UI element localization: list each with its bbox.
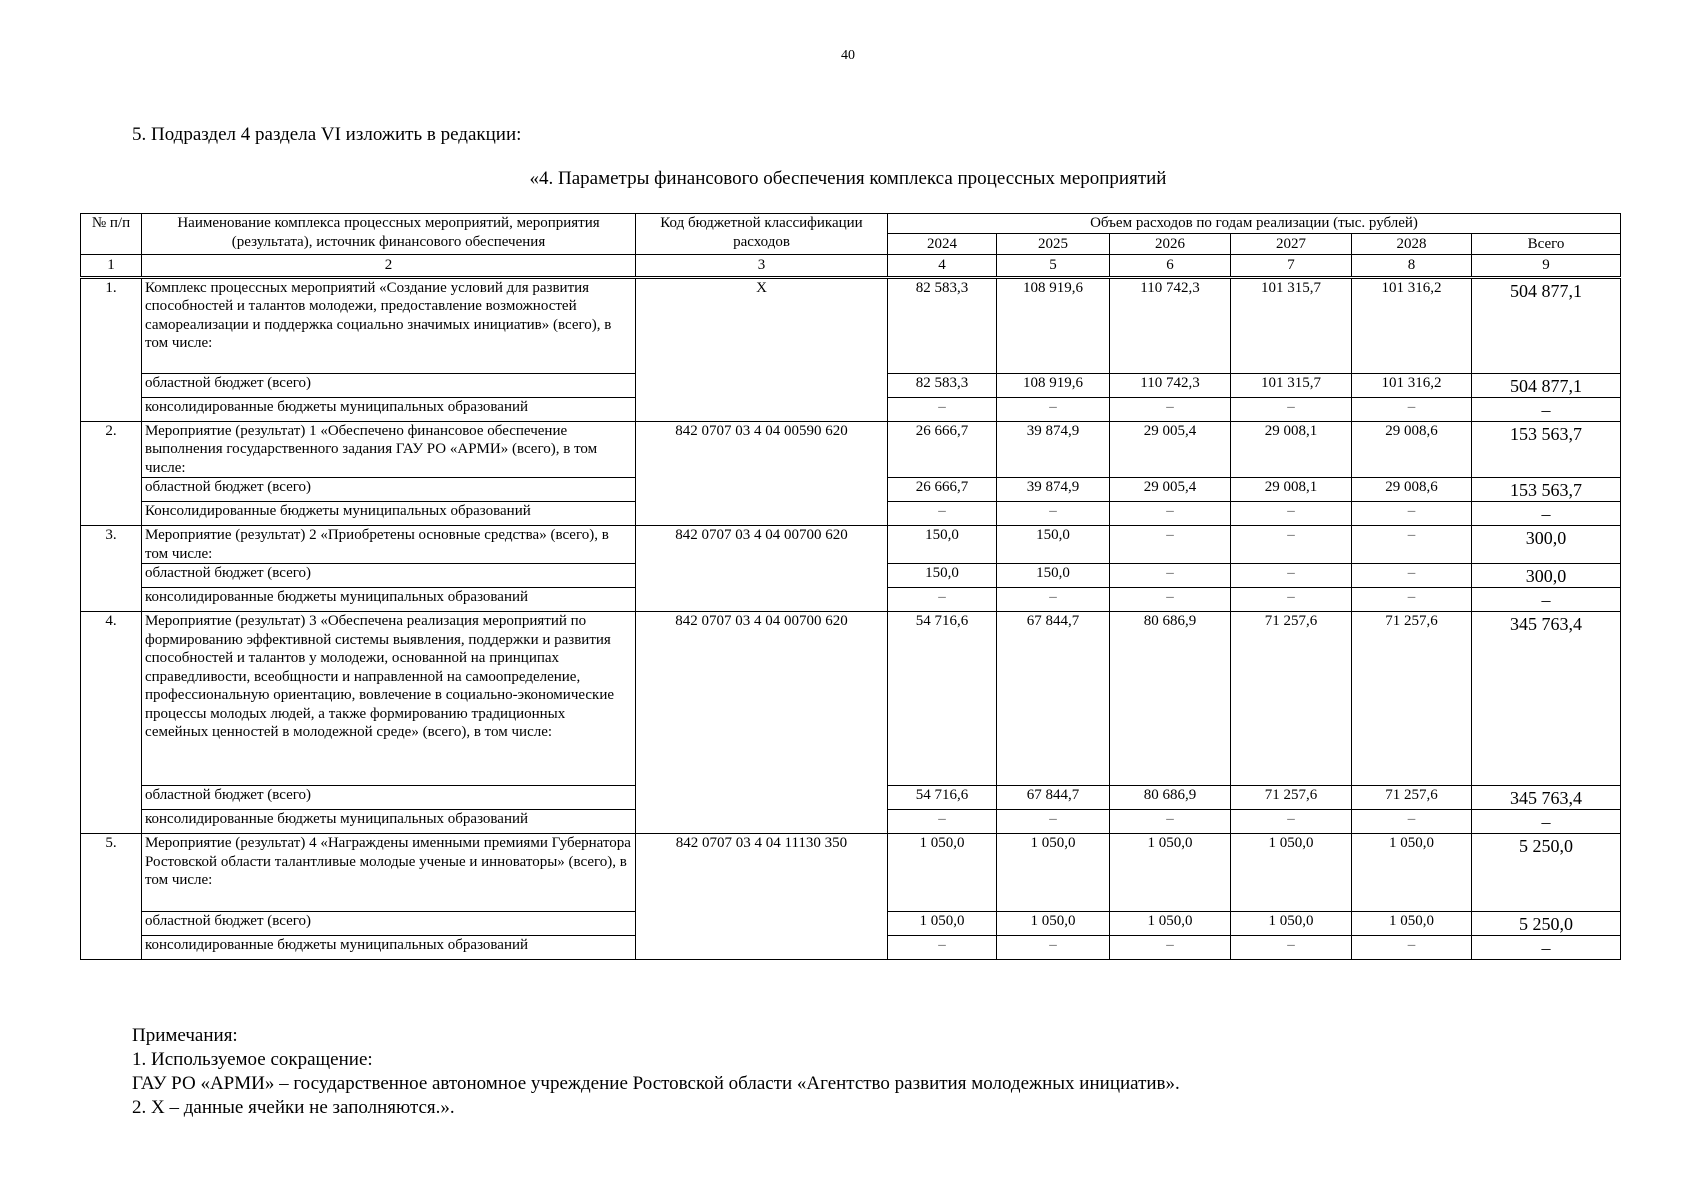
table-row — [81, 612, 1621, 786]
row-code: 842 0707 03 4 04 11130 350 — [636, 834, 888, 960]
value-cell: 101 316,2 — [1352, 277, 1472, 373]
total-cell: 153 563,7 — [1472, 421, 1621, 478]
value-cell: – — [1110, 564, 1231, 588]
value-cell: – — [1352, 397, 1472, 421]
total-cell: – — [1472, 397, 1621, 421]
value-cell: 80 686,9 — [1110, 786, 1231, 810]
value-cell: – — [888, 810, 997, 834]
header-year: 2025 — [997, 233, 1110, 255]
total-cell: 300,0 — [1472, 564, 1621, 588]
total-cell: 504 877,1 — [1472, 277, 1621, 373]
value-cell: 1 050,0 — [997, 834, 1110, 912]
total-cell: 345 763,4 — [1472, 612, 1621, 786]
value-cell: 67 844,7 — [997, 786, 1110, 810]
value-cell: – — [1352, 502, 1472, 526]
value-cell: 26 666,7 — [888, 421, 997, 478]
row-name: Консолидированные бюджеты муниципальных образований — [142, 502, 636, 526]
value-cell: 150,0 — [997, 564, 1110, 588]
value-cell: 29 005,4 — [1110, 478, 1231, 502]
value-cell: – — [1352, 936, 1472, 960]
notes-line: ГАУ РО «АРМИ» – государственное автономное учреждение Ростовской области «Агентство развития молодежных инициатив». — [132, 1073, 1180, 1094]
value-cell: 71 257,6 — [1352, 786, 1472, 810]
value-cell: 39 874,9 — [997, 421, 1110, 478]
value-cell: – — [1231, 526, 1352, 564]
header-year: 2027 — [1231, 233, 1352, 255]
row-name: областной бюджет (всего) — [142, 478, 636, 502]
value-cell: – — [1110, 936, 1231, 960]
header-index: 7 — [1231, 255, 1352, 278]
value-cell: – — [888, 397, 997, 421]
value-cell: 29 008,1 — [1231, 421, 1352, 478]
header-total: Всего — [1472, 233, 1621, 255]
row-code: 842 0707 03 4 04 00700 620 — [636, 526, 888, 612]
value-cell: 110 742,3 — [1110, 277, 1231, 373]
notes-line: 1. Используемое сокращение: — [132, 1049, 373, 1070]
row-number: 2. — [81, 421, 142, 526]
notes — [132, 1024, 1180, 1120]
value-cell: – — [1110, 526, 1231, 564]
row-name: консолидированные бюджеты муниципальных образований — [142, 936, 636, 960]
value-cell: 1 050,0 — [1231, 912, 1352, 936]
value-cell: 101 315,7 — [1231, 373, 1352, 397]
value-cell: 67 844,7 — [997, 612, 1110, 786]
value-cell: 1 050,0 — [1352, 912, 1472, 936]
value-cell: – — [1352, 588, 1472, 612]
value-cell: 54 716,6 — [888, 786, 997, 810]
row-name: Мероприятие (результат) 4 «Награждены именными премиями Губернатора Ростовской области талантливые молодые ученые и инноваторы» (всего), в том числе: — [142, 834, 636, 912]
total-cell: – — [1472, 936, 1621, 960]
header-index: 2 — [142, 255, 636, 278]
value-cell: – — [888, 502, 997, 526]
header-index: 4 — [888, 255, 997, 278]
page-number: 40 — [841, 48, 855, 63]
header-index: 5 — [997, 255, 1110, 278]
total-cell: 345 763,4 — [1472, 786, 1621, 810]
header-index: 9 — [1472, 255, 1621, 278]
value-cell: – — [997, 810, 1110, 834]
total-cell: 5 250,0 — [1472, 834, 1621, 912]
row-code: 842 0707 03 4 04 00700 620 — [636, 612, 888, 834]
notes-heading: Примечания: — [132, 1025, 238, 1046]
value-cell: – — [997, 397, 1110, 421]
value-cell: – — [1231, 397, 1352, 421]
row-code: X — [636, 277, 888, 421]
row-number: 4. — [81, 612, 142, 834]
value-cell: – — [888, 936, 997, 960]
header-num: № п/п — [81, 214, 142, 255]
value-cell: 1 050,0 — [997, 912, 1110, 936]
notes-line: 2. X – данные ячейки не заполняются.». — [132, 1097, 455, 1118]
header-volume: Объем расходов по годам реализации (тыс. рублей) — [888, 214, 1621, 234]
intro-paragraph: 5. Подраздел 4 раздела VI изложить в редакции: — [132, 124, 522, 145]
value-cell: 71 257,6 — [1231, 786, 1352, 810]
row-name: областной бюджет (всего) — [142, 912, 636, 936]
value-cell: 1 050,0 — [888, 912, 997, 936]
row-name: консолидированные бюджеты муниципальных образований — [142, 810, 636, 834]
value-cell: 29 008,1 — [1231, 478, 1352, 502]
value-cell: – — [997, 936, 1110, 960]
value-cell: – — [997, 502, 1110, 526]
value-cell: – — [1231, 588, 1352, 612]
value-cell: – — [1110, 502, 1231, 526]
row-name: областной бюджет (всего) — [142, 373, 636, 397]
value-cell: 101 316,2 — [1352, 373, 1472, 397]
value-cell: 110 742,3 — [1110, 373, 1231, 397]
row-number: 3. — [81, 526, 142, 612]
value-cell: 1 050,0 — [888, 834, 997, 912]
row-code: 842 0707 03 4 04 00590 620 — [636, 421, 888, 526]
total-cell: 504 877,1 — [1472, 373, 1621, 397]
table-body — [81, 277, 1621, 960]
total-cell: – — [1472, 588, 1621, 612]
row-number: 1. — [81, 277, 142, 421]
value-cell: 1 050,0 — [1110, 912, 1231, 936]
table-row — [81, 277, 1621, 373]
value-cell: 150,0 — [888, 526, 997, 564]
value-cell: – — [888, 588, 997, 612]
row-name: областной бюджет (всего) — [142, 564, 636, 588]
value-cell: 1 050,0 — [1352, 834, 1472, 912]
value-cell: 108 919,6 — [997, 373, 1110, 397]
value-cell: – — [1231, 810, 1352, 834]
header-code: Код бюджетной классификации расходов — [636, 214, 888, 255]
value-cell: 80 686,9 — [1110, 612, 1231, 786]
value-cell: 1 050,0 — [1110, 834, 1231, 912]
row-name: Мероприятие (результат) 2 «Приобретены основные средства» (всего), в том числе: — [142, 526, 636, 564]
value-cell: 108 919,6 — [997, 277, 1110, 373]
financing-table — [80, 213, 1621, 960]
row-name: консолидированные бюджеты муниципальных образований — [142, 588, 636, 612]
value-cell: 82 583,3 — [888, 277, 997, 373]
header-year: 2026 — [1110, 233, 1231, 255]
value-cell: 54 716,6 — [888, 612, 997, 786]
header-year: 2028 — [1352, 233, 1472, 255]
table-row — [81, 526, 1621, 564]
header-index: 1 — [81, 255, 142, 278]
value-cell: 1 050,0 — [1231, 834, 1352, 912]
row-name: Мероприятие (результат) 3 «Обеспечена реализация мероприятий по формированию эффективной системы выявления, поддержки и развития способностей и талантов у молодежи, основанной на принципах справедливости, всеобщности и направленной на самоопределение, профессиональную ориентацию, вовлечение в социально-экономические процессы молодых людей, а также формированию традиционных семейных ценностей в молодежной среде» (всего), в том числе: — [142, 612, 636, 786]
value-cell: 29 005,4 — [1110, 421, 1231, 478]
value-cell: 82 583,3 — [888, 373, 997, 397]
total-cell: 5 250,0 — [1472, 912, 1621, 936]
header-index: 3 — [636, 255, 888, 278]
value-cell: – — [1352, 564, 1472, 588]
total-cell: 300,0 — [1472, 526, 1621, 564]
value-cell: – — [1110, 810, 1231, 834]
table-title: «4. Параметры финансового обеспечения комплекса процессных мероприятий — [529, 168, 1167, 189]
row-name: Мероприятие (результат) 1 «Обеспечено финансовое обеспечение выполнения государственного задания ГАУ РО «АРМИ» (всего), в том числе: — [142, 421, 636, 478]
value-cell: – — [997, 588, 1110, 612]
table-row — [81, 834, 1621, 912]
value-cell: 71 257,6 — [1231, 612, 1352, 786]
value-cell: – — [1110, 588, 1231, 612]
row-name: областной бюджет (всего) — [142, 786, 636, 810]
row-number: 5. — [81, 834, 142, 960]
value-cell: 150,0 — [888, 564, 997, 588]
header-index: 6 — [1110, 255, 1231, 278]
row-name: Комплекс процессных мероприятий «Создание условий для развития способностей и талантов молодежи, предоставление возможностей самореализации и поддержка социально значимых инициатив» (всего), в том числе: — [142, 277, 636, 373]
value-cell: – — [1231, 564, 1352, 588]
value-cell: 150,0 — [997, 526, 1110, 564]
header-year: 2024 — [888, 233, 997, 255]
value-cell: 39 874,9 — [997, 478, 1110, 502]
value-cell: 71 257,6 — [1352, 612, 1472, 786]
value-cell: – — [1352, 810, 1472, 834]
value-cell: – — [1110, 397, 1231, 421]
value-cell: 26 666,7 — [888, 478, 997, 502]
header-index: 8 — [1352, 255, 1472, 278]
value-cell: – — [1231, 936, 1352, 960]
row-name: консолидированные бюджеты муниципальных образований — [142, 397, 636, 421]
total-cell: – — [1472, 502, 1621, 526]
value-cell: – — [1231, 502, 1352, 526]
table-row — [81, 421, 1621, 478]
value-cell: 29 008,6 — [1352, 421, 1472, 478]
total-cell: – — [1472, 810, 1621, 834]
value-cell: 101 315,7 — [1231, 277, 1352, 373]
value-cell: – — [1352, 526, 1472, 564]
value-cell: 29 008,6 — [1352, 478, 1472, 502]
header-name: Наименование комплекса процессных мероприятий, мероприятия (результата), источник финансового обеспечения — [142, 214, 636, 255]
total-cell: 153 563,7 — [1472, 478, 1621, 502]
